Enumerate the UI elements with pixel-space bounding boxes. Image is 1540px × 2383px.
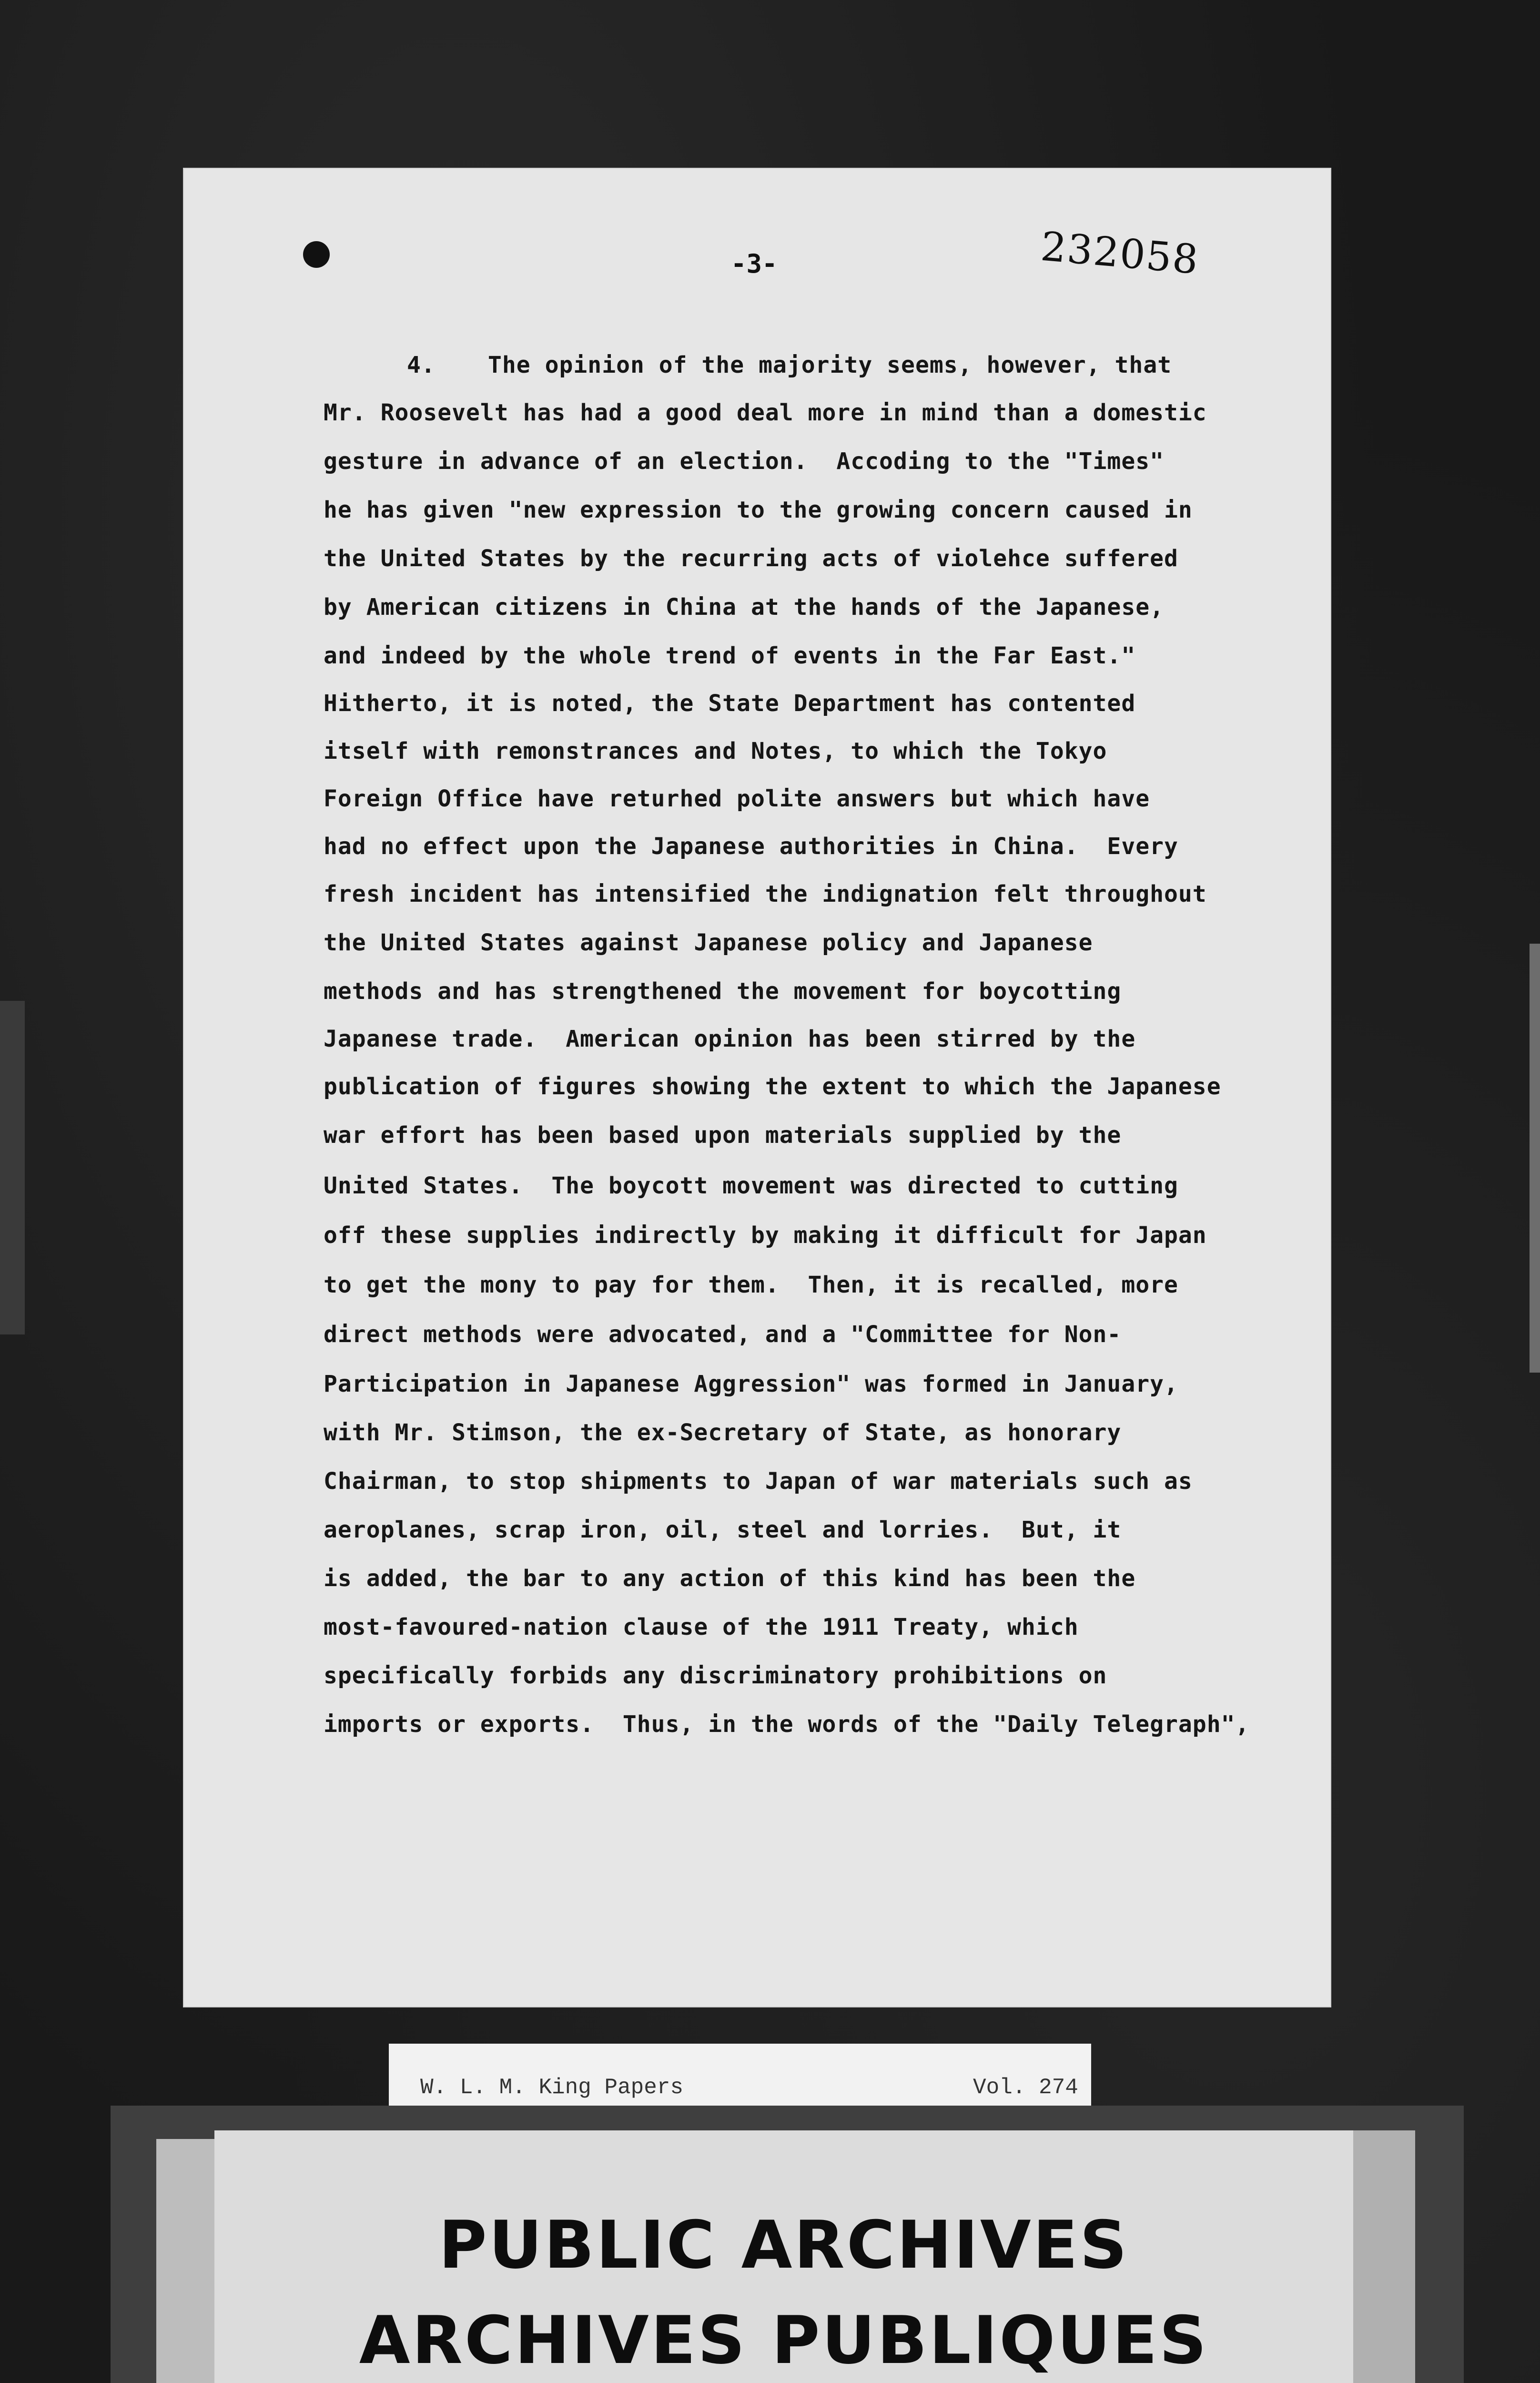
volume-number: Vol. 274: [973, 2075, 1078, 2100]
text-line: gesture in advance of an election. Accoding to the "Times": [324, 448, 1165, 475]
text-line: publication of figures showing the extent to which the Japanese: [324, 1073, 1221, 1100]
stamp-title-english: PUBLIC ARCHIVES: [438, 2207, 1129, 2283]
page-number: -3-: [731, 249, 778, 279]
text-line: to get the mony to pay for them. Then, it is recalled, more: [324, 1272, 1178, 1298]
text-line: is added, the bar to any action of this kind has been the: [324, 1565, 1136, 1592]
text-line: Mr. Roosevelt has had a good deal more in mind than a domestic: [324, 399, 1207, 426]
text-line: and indeed by the whole trend of events in the Far East.": [324, 642, 1136, 669]
film-edge-left: [0, 1001, 25, 1334]
text-line: Japanese trade. American opinion has been stirred by the: [324, 1026, 1136, 1052]
text-line: itself with remonstrances and Notes, to which the Tokyo: [324, 738, 1107, 764]
stamp-title-french: ARCHIVES PUBLIQUES: [359, 2302, 1209, 2379]
text-line: the United States against Japanese policy and Japanese: [324, 929, 1093, 956]
document-page: [183, 168, 1331, 2007]
text-line: most-favoured-nation clause of the 1911 Treaty, which: [324, 1614, 1079, 1640]
text-line: off these supplies indirectly by making it difficult for Japan: [324, 1222, 1207, 1249]
text-line: the United States by the recurring acts of violehce suffered: [324, 545, 1178, 572]
collection-name: W. L. M. King Papers: [420, 2075, 684, 2100]
text-line: had no effect upon the Japanese authorities in China. Every: [324, 833, 1178, 860]
text-line: with Mr. Stimson, the ex-Secretary of State, as honorary: [324, 1419, 1122, 1446]
text-line: Foreign Office have returhed polite answers but which have: [324, 785, 1150, 812]
text-line: methods and has strengthened the movement for boycotting: [324, 978, 1122, 1005]
text-line: by American citizens in China at the hands of the Japanese,: [324, 594, 1165, 621]
text-line: Hitherto, it is noted, the State Department has contented: [324, 690, 1136, 717]
film-edge-right: [1530, 944, 1540, 1373]
body-text: [183, 168, 1331, 2007]
document-number: 232058: [1039, 223, 1201, 284]
stamp-edge-right: [1353, 2130, 1415, 2383]
text-line: Chairman, to stop shipments to Japan of war materials such as: [324, 1468, 1193, 1495]
text-line: aeroplanes, scrap iron, oil, steel and lorries. But, it: [324, 1517, 1122, 1543]
text-line: he has given "new expression to the growing concern caused in: [324, 497, 1193, 523]
text-line: imports or exports. Thus, in the words of the "Daily Telegraph",: [324, 1711, 1250, 1738]
text-line: war effort has been based upon materials supplied by the: [324, 1122, 1122, 1149]
stamp-edge-left: [156, 2139, 214, 2383]
text-line: The opinion of the majority seems, however, that: [488, 352, 1172, 378]
archive-stamp: [214, 2130, 1353, 2383]
text-line: fresh incident has intensified the indignation felt throughout: [324, 881, 1207, 907]
text-line: direct methods were advocated, and a "Committee for Non-: [324, 1321, 1122, 1348]
paragraph-number: 4.: [407, 352, 436, 378]
text-line: United States. The boycott movement was directed to cutting: [324, 1172, 1178, 1199]
text-line: specifically forbids any discriminatory prohibitions on: [324, 1662, 1107, 1689]
text-line: Participation in Japanese Aggression" was formed in January,: [324, 1371, 1178, 1397]
